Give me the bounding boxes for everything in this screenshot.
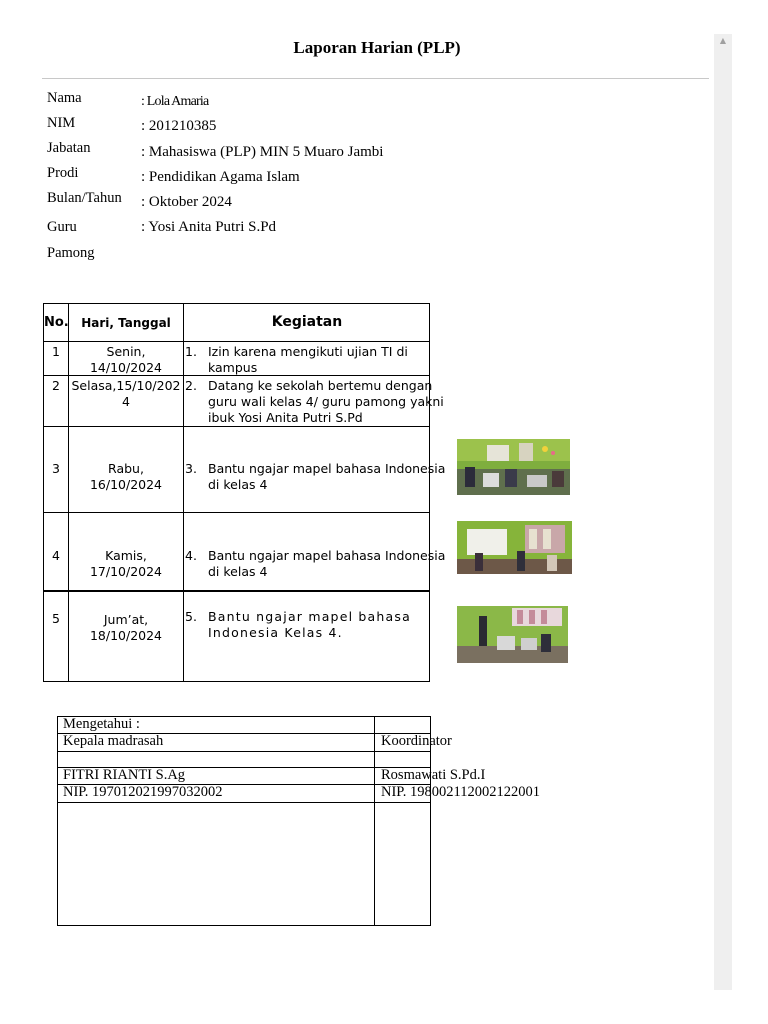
activity-photo-1 — [457, 439, 570, 495]
header-activity: Kegiatan — [271, 314, 343, 330]
left-name: FITRI RIANTI S.Ag — [63, 767, 186, 783]
label-prodi: Prodi — [47, 165, 79, 181]
page-title: Laporan Harian (PLP) — [293, 38, 461, 57]
row2-activity: 2. Datang ke sekolah bertemu dengan guru wali kelas 4/ guru pamong yakni ibuk Yosi Anita Putri S.Pd — [185, 378, 444, 425]
right-role: Koordinator — [381, 733, 452, 749]
value-nim: : 201210385 — [141, 118, 217, 134]
right-name: Rosmawati S.Pd.I — [381, 767, 486, 783]
label-nama: Nama — [47, 90, 82, 106]
known-label: Mengetahui : — [63, 716, 140, 732]
row4-activity: 4. Bantu ngajar mapel bahasa Indonesia di kelas 4 — [185, 548, 446, 579]
value-guru: : Yosi Anita Putri S.Pd — [141, 219, 277, 235]
left-nip: NIP. 197012021997032002 — [63, 784, 223, 800]
left-role: Kepala madrasah — [63, 733, 164, 749]
scroll-up-icon[interactable]: ▲ — [719, 36, 727, 45]
label-nim: NIM — [47, 115, 76, 131]
value-jabatan: : Mahasiswa (PLP) MIN 5 Muaro Jambi — [141, 144, 384, 160]
row5-day: Jum’at, 18/10/2024 — [89, 612, 163, 643]
row5-activity: 5. Bantu ngajar mapel bahasa Indonesia Kelas 4. — [185, 609, 411, 640]
activity-photo-2 — [457, 521, 572, 574]
right-nip: NIP. 198002112002122001 — [381, 784, 540, 800]
scrollbar[interactable] — [714, 34, 732, 990]
row3-no: 3 — [52, 461, 60, 476]
row3-day: Rabu, 16/10/2024 — [89, 461, 163, 492]
label-bulan-tahun: Bulan/Tahun — [47, 190, 122, 206]
row4-no: 4 — [52, 548, 60, 563]
row2-day: Selasa,15/10/202 4 — [71, 378, 181, 409]
header-day: Hari, Tanggal — [81, 316, 171, 330]
header-no: No. — [44, 315, 69, 330]
activity-photo-3 — [457, 606, 568, 663]
row2-no: 2 — [52, 378, 60, 393]
row5-no: 5 — [52, 611, 60, 626]
value-bulan-tahun: : Oktober 2024 — [141, 194, 232, 210]
row4-day: Kamis, 17/10/2024 — [89, 548, 163, 579]
row1-day: Senin, 14/10/2024 — [89, 344, 163, 375]
title-divider — [42, 78, 709, 79]
activity-table — [43, 303, 446, 682]
value-prodi: : Pendidikan Agama Islam — [141, 169, 300, 185]
label-guru: Guru — [47, 219, 77, 235]
row1-no: 1 — [52, 344, 60, 359]
label-pamong: Pamong — [47, 245, 95, 261]
value-nama: : Lola Amaria — [141, 94, 209, 109]
label-jabatan: Jabatan — [47, 140, 91, 156]
row1-activity: 1. Izin karena mengikuti ujian TI di kampus — [185, 344, 408, 375]
row3-activity: 3. Bantu ngajar mapel bahasa Indonesia di kelas 4 — [185, 461, 446, 492]
